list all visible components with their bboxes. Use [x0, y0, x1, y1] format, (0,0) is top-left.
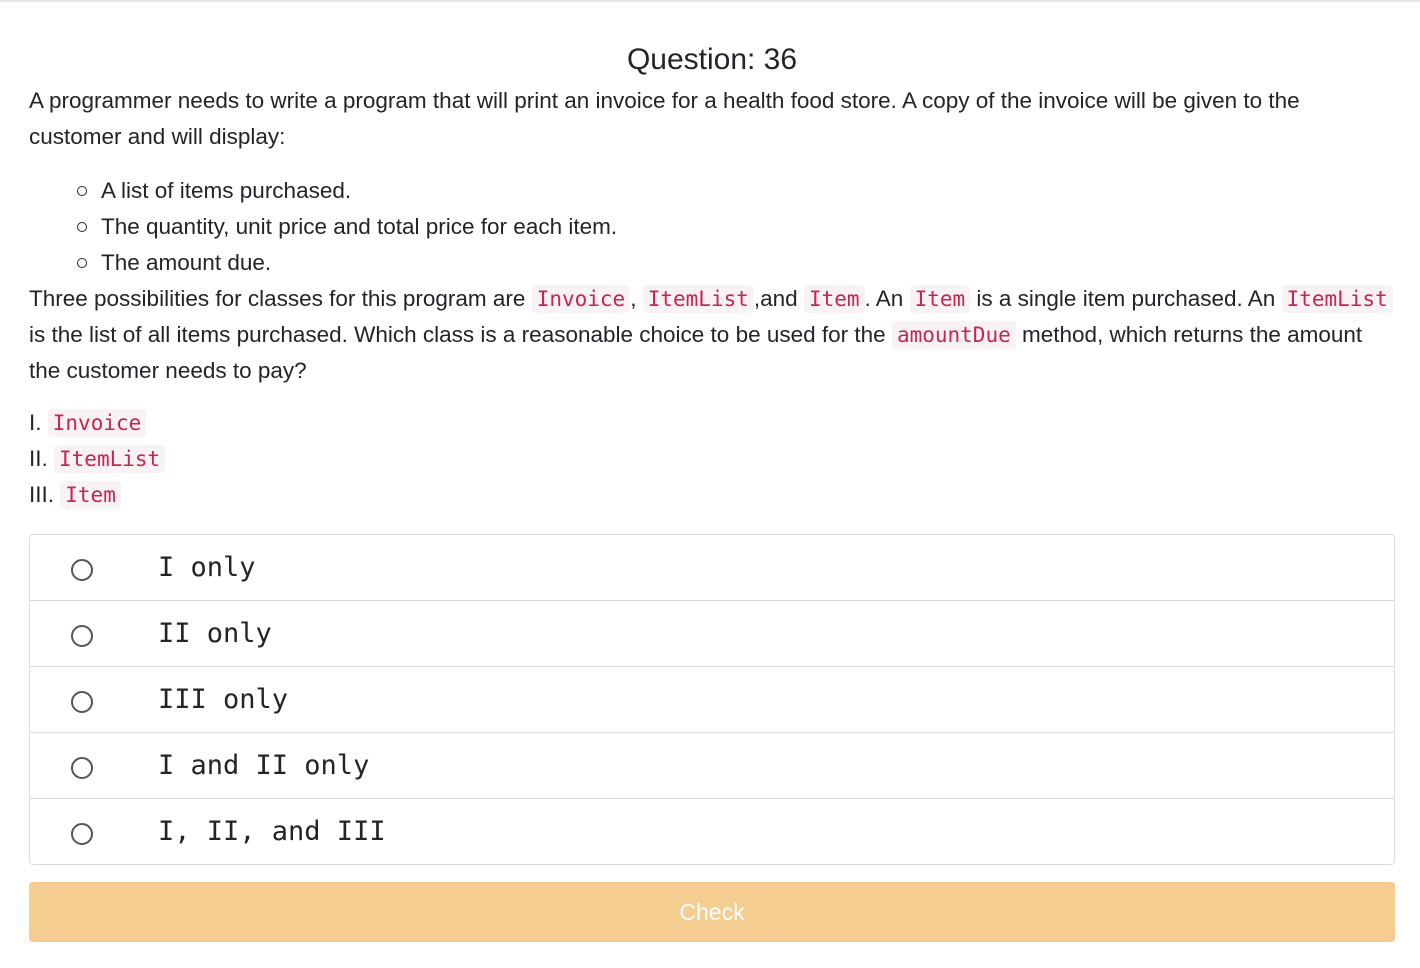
code-itemlist: ItemList	[643, 285, 754, 313]
radio-button[interactable]	[71, 691, 93, 713]
class-option: I. Invoice	[29, 405, 165, 441]
answer-choice-1[interactable]	[30, 535, 1394, 600]
code-item: Item	[804, 285, 865, 313]
answer-choice-2[interactable]	[30, 600, 1394, 666]
code-invoice: Invoice	[532, 285, 631, 313]
answer-label: I and II only	[158, 750, 370, 781]
answer-label: I, II, and III	[158, 816, 386, 847]
class-options-list	[29, 405, 165, 513]
bullet-icon	[77, 258, 87, 268]
list-item: The quantity, unit price and total price for each item.	[77, 209, 1395, 245]
answer-choice-5[interactable]	[30, 798, 1394, 864]
answer-label: I only	[158, 552, 256, 583]
answer-choice-3[interactable]	[30, 666, 1394, 732]
radio-button[interactable]	[71, 625, 93, 647]
check-button[interactable]: Check	[29, 882, 1395, 942]
question-intro: A programmer needs to write a program that will print an invoice for a health food store. A copy of the invoice will be given to the customer and will display:	[29, 88, 1300, 149]
answer-choice-4[interactable]	[30, 732, 1394, 798]
question-title: Question: 36	[626, 43, 798, 76]
code-itemlist: ItemList	[1282, 285, 1393, 313]
answer-choices	[29, 534, 1395, 865]
radio-button[interactable]	[71, 823, 93, 845]
class-option: II. ItemList	[29, 441, 165, 477]
code-item: Item	[910, 285, 971, 313]
question-body	[29, 83, 1395, 389]
list-item: The amount due.	[77, 245, 1395, 281]
bullet-icon	[77, 186, 87, 196]
answer-label: III only	[158, 684, 289, 715]
radio-button[interactable]	[71, 757, 93, 779]
top-divider	[0, 0, 1420, 2]
display-requirements-list	[29, 173, 1395, 281]
class-option: III. Item	[29, 477, 165, 513]
question-prompt: Three possibilities for classes for this program are Invoice , ItemList ,and Item . An Item is a single item purchased. An ItemList is the list of all items purchased. Which class is a reasonable choice to be used for the amountDue method, which returns the amount the customer needs to pay?	[29, 281, 1395, 389]
radio-button[interactable]	[71, 559, 93, 581]
bullet-icon	[77, 222, 87, 232]
code-amountdue: amountDue	[892, 321, 1016, 349]
list-item: A list of items purchased.	[77, 173, 1395, 209]
answer-label: II only	[158, 618, 272, 649]
